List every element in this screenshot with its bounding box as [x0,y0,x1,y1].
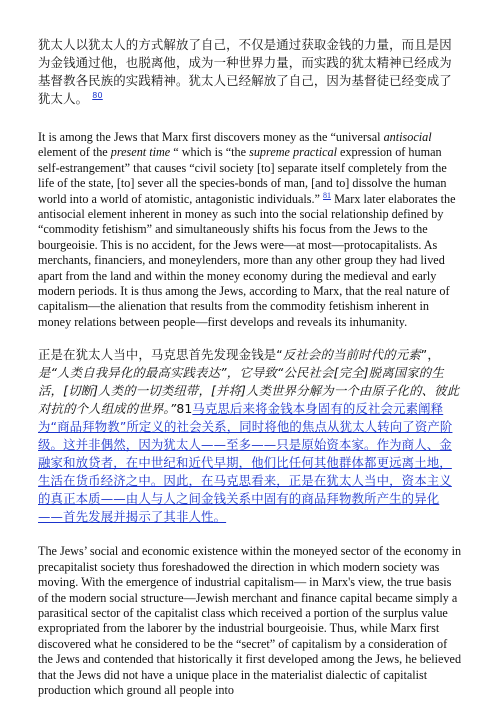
footnote-link-81[interactable]: 81 [323,190,332,200]
text-run: Marx later elaborates the antisocial element inherent in money as such into the social relationship defined by “commodity fetishism” and simultaneously shifts his focus from the Jews to the bourgeoisie. This is no accident, for the Jews were—at most—protocapitalists. As merchants, financiers, and moneylenders, more than any other group they had lived apart from the land and within the money economy during the medieval and early modern periods. It is thus among the Jews, according to Marx, that the real nature of capitalism—the alienation that results from the commodity fetishism inherent in money relations between people—first develops and reveals its inhumanity. [38,191,456,329]
text-run: It is among the Jews that Marx first discovers money as the “universal [38,130,384,144]
english-paragraph-2: The Jews’ social and economic existence within the moneyed sector of the economy in precapitalist society thus foreshadowed the direction in which modern society was moving. With the emergence of industrial capitalism— in Marx's view, the true basis of the modern social structure—Jewish merchant and finance capital became simply a parasitical sector of the capitalist class which received a portion of the surplus value expropriated from the laborer by the industrial bourgeoisie. Thus, while Marx first discovered what he considered to be the “secret” of capitalism by a consideration of the Jews and contended that historically it first developed among the Jews, he believed that the Jews did not have a unique place in the materialist dialectic of capitalist production which ground all people into [38,544,462,697]
footnote-link-80[interactable]: 80 [92,90,103,100]
footnote-marker-81: 81 [176,401,193,417]
emphasis-quotation: 是“人类自我异化的最高实践表达”，它导致“公民社会[完全]脱离国家的生活，[切断]人类的一切类纽带，[并将]人类世界分解为一个由原子化的、彼此对抗的个人组成的世界。” [38,365,460,417]
chinese-paragraph-1 [38,36,464,108]
text-run: 正是在犹太人当中，马克思首先发现金钱是“ [38,347,283,363]
text-run: expression of human self-estrangement” that causes “civil society [to] separate itself completely from the life of the state, [to] sever all the species-bonds of man, [and to] dissolve the human world into a world of atomistic, antagonistic individuals.” [38,145,447,206]
text-run: ”， [420,347,440,363]
document-page [38,36,464,698]
english-paragraph-1 [38,130,464,330]
emphasis-present-time: present time [110,145,171,160]
emphasis-antisocial: antisocial [383,130,432,144]
text-run: element of the [38,145,111,160]
emphasis-antisocial-element: 反社会的当前时代的元素 [282,347,421,363]
chinese-paragraph-2 [38,346,464,526]
emphasis-supreme-practical: supreme practical [249,145,337,160]
text-run: “ which is “the [170,145,250,160]
paragraph-text: 犹太人以犹太人的方式解放了自己，不仅是通过获取金钱的力量，而且是因为金钱通过他，也脱离他，成为一种世界力量，而实践的犹太精神已经成为基督教各民族的实践精神。犹太人已经解放了自己，因为基督徒已经变成了犹太人。 [38,37,452,106]
highlighted-translation[interactable]: 马克思后来将金钱本身固有的反社会元素阐释为“商品拜物教”所定义的社会关系，同时将他的焦点从犹太人转向了资产阶级。这并非偶然，因为犹太人——至多——只是原始资本家。作为商人、金融家和放贷者，在中世纪和近代早期，他们比任何其他群体都更远离土地，生活在货币经济之中。因此，在马克思看来，正是在犹太人当中，资本主义的真正本质——由人与人之间金钱关系中固有的商品拜物教所产生的异化——首先发展并揭示了其非人性。 [38,401,453,525]
